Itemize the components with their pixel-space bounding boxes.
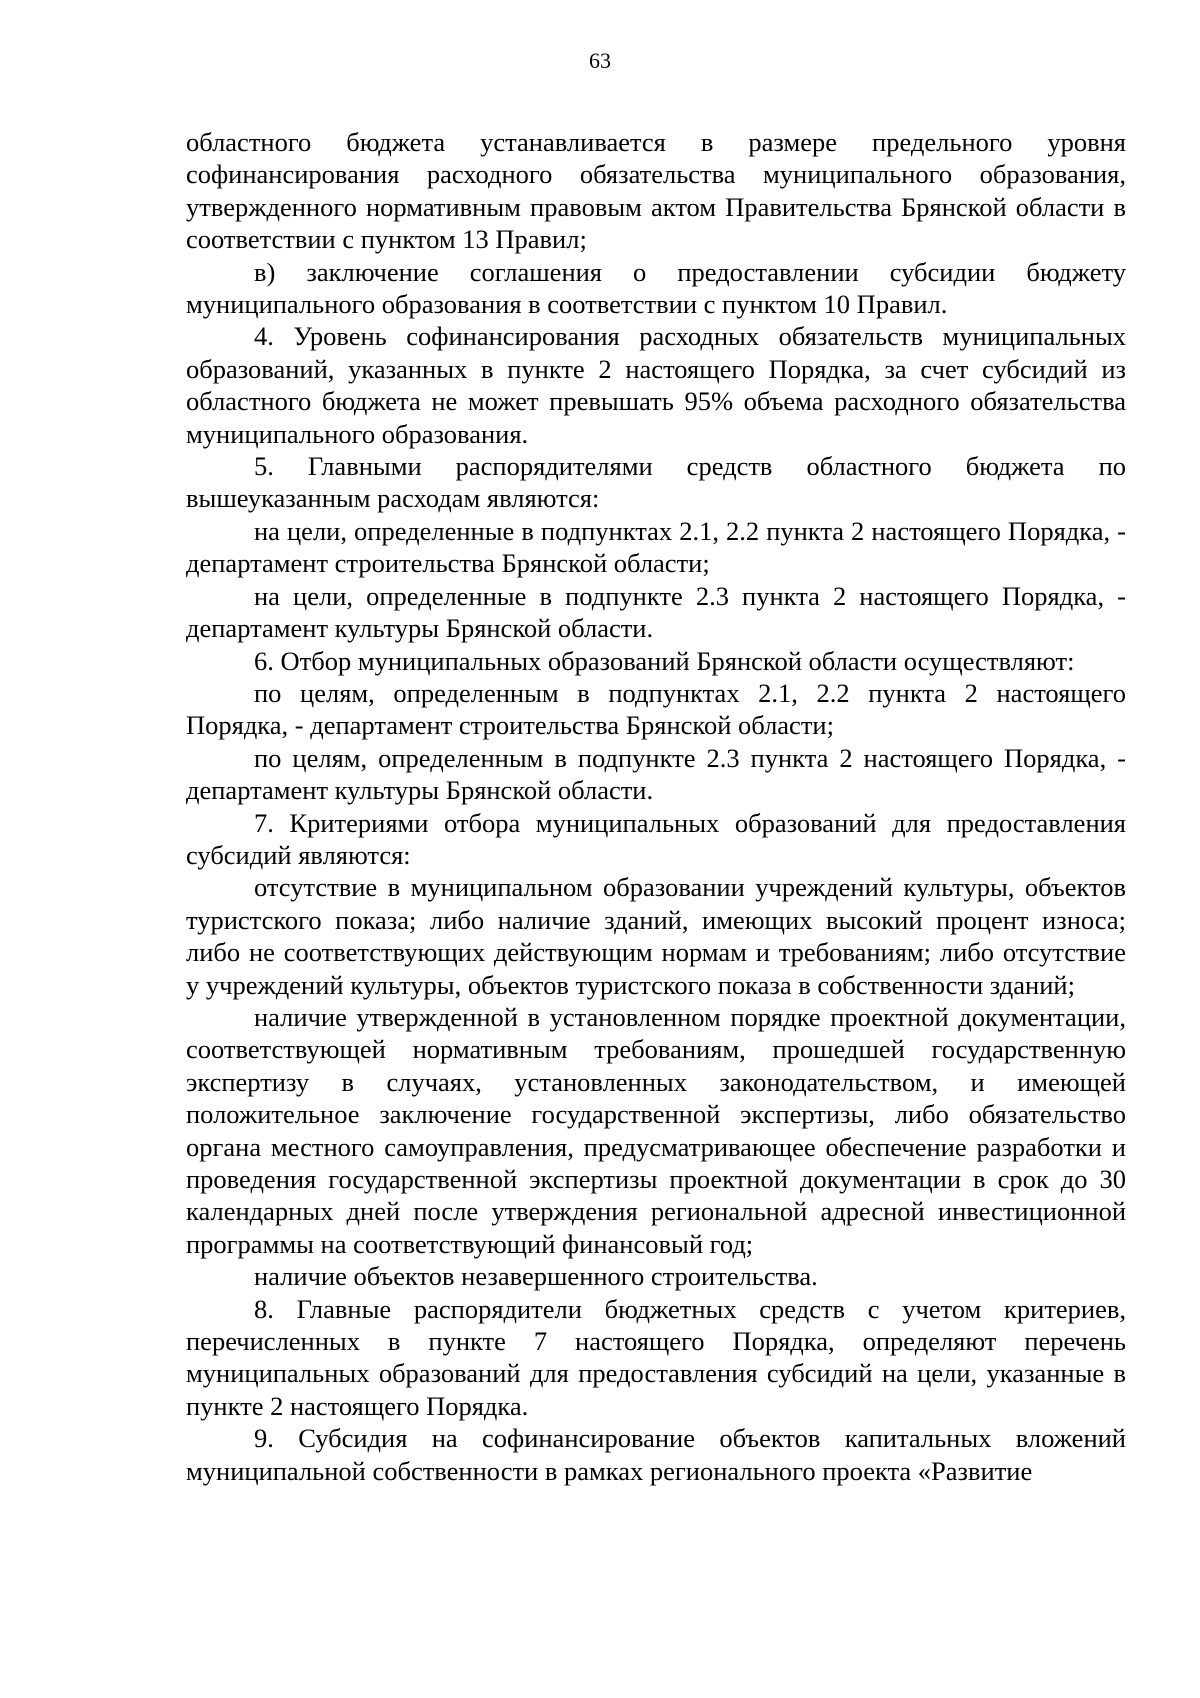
paragraph: 9. Субсидия на софинансирование объектов капитальных вложений муниципальной собственности в рамках регионального проекта «Развитие	[186, 1423, 1126, 1486]
paragraph: 4. Уровень софинансирования расходных обязательств муниципальных образований, указанных в пункте 2 настоящего Порядка, за счет субсидий из областного бюджета не может превышать 95% объема расходного обязательства муниципального образования.	[186, 321, 1126, 449]
paragraph: по целям, определенным в подпункте 2.3 пункта 2 настоящего Порядка, - департамент культуры Брянской области.	[186, 742, 1126, 806]
paragraph: наличие утвержденной в установленном порядке проектной документации, соответствующей нормативным требованиям, прошедшей государственную экспертизу в случаях, установленных законодательством, и имеющей положительное заключение государственной экспертизы, либо обязательство органа местного самоуправления, предусматривающее обеспечение разработки и проведения государственной экспертизы проектной документации в срок до 30 календарных дней после утверждения региональной адресной инвестиционной программы на соответствующий финансовый год;	[186, 1001, 1126, 1259]
paragraph: отсутствие в муниципальном образовании учреждений культуры, объектов туристского показа; либо наличие зданий, имеющих высокий процент износа; либо не соответствующих действующим нормам и требованиям; либо отсутствие у учреждений культуры, объектов туристского показа в собственности зданий;	[186, 872, 1126, 1000]
paragraph: на цели, определенные в подпунктах 2.1, 2.2 пункта 2 настоящего Порядка, - департамент строительства Брянской области;	[186, 515, 1126, 579]
paragraph: 7. Критериями отбора муниципальных образований для предоставления субсидий являются:	[186, 807, 1126, 870]
paragraph: 5. Главными распорядителями средств областного бюджета по вышеуказанным расходам являются:	[186, 451, 1126, 514]
paragraph: в) заключение соглашения о предоставлении субсидии бюджету муниципального образования в соответствии с пунктом 10 Правил.	[186, 256, 1126, 320]
document-body	[186, 126, 1126, 1487]
paragraph: 6. Отбор муниципальных образований Брянской области осуществляют:	[254, 645, 1075, 676]
page-number: 63	[589, 48, 611, 73]
paragraph: 8. Главные распорядители бюджетных средств с учетом критериев, перечисленных в пункте 7 настоящего Порядка, определяют перечень муниципальных образований для предоставления субсидий на цели, указанные в пункте 2 настоящего Порядка.	[186, 1293, 1126, 1421]
paragraph: областного бюджета устанавливается в размере предельного уровня софинансирования расходного обязательства муниципального образования, утвержденного нормативным правовым актом Правительства Брянской области в соответствии с пунктом 13 Правил;	[186, 127, 1126, 255]
paragraph: на цели, определенные в подпункте 2.3 пункта 2 настоящего Порядка, - департамент культуры Брянской области.	[186, 580, 1126, 644]
paragraph: по целям, определенным в подпунктах 2.1, 2.2 пункта 2 настоящего Порядка, - департамент строительства Брянской области;	[186, 677, 1126, 741]
paragraph: наличие объектов незавершенного строительства.	[254, 1261, 818, 1292]
